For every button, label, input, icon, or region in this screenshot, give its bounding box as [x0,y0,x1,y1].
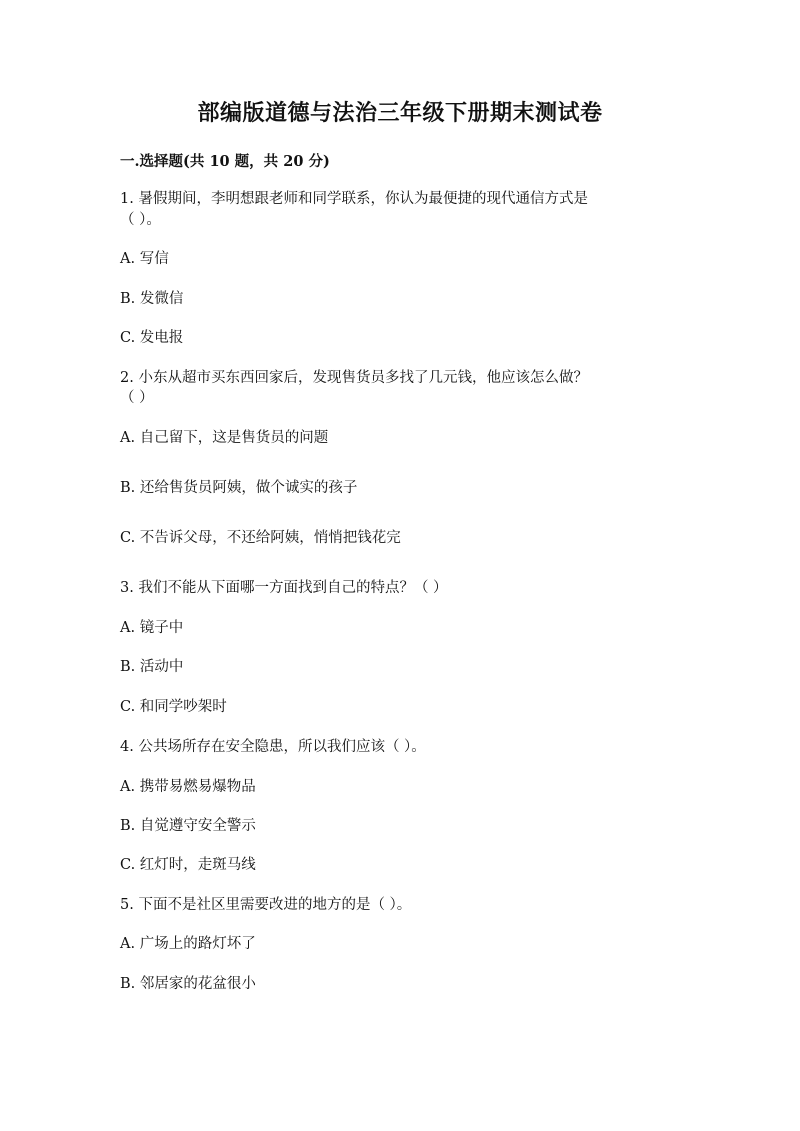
question-2-stem-line-1: 2. 小东从超市买东西回家后，发现售货员多找了几元钱，他应该怎么做？ [120,370,588,386]
question-1-option-a: A. 写信 [120,251,169,267]
question-5-option-b: B. 邻居家的花盆很小 [120,976,256,992]
question-5-option-a: A. 广场上的路灯坏了 [120,936,256,952]
question-1-option-c: C. 发电报 [120,330,184,346]
question-1-stem-line-2: （ ）。 [120,212,161,228]
question-3-stem: 3. 我们不能从下面哪一方面找到自己的特点？（ ） [120,580,448,596]
question-4-option-c: C. 红灯时，走斑马线 [120,857,256,873]
section-heading: 一.选择题(共 10 题，共 20 分) [120,153,330,170]
question-3-option-a: A. 镜子中 [120,620,184,636]
question-2-option-b: B. 还给售货员阿姨，做个诚实的孩子 [120,480,358,496]
question-4-option-a: A. 携带易燃易爆物品 [120,779,256,795]
question-4-stem: 4. 公共场所存在安全隐患，所以我们应该（ ）。 [120,739,426,755]
question-1-option-b: B. 发微信 [120,291,184,307]
exam-title: 部编版道德与法治三年级下册期末测试卷 [197,100,603,126]
question-3-option-b: B. 活动中 [120,659,184,675]
question-2-option-a: A. 自己留下，这是售货员的问题 [120,430,329,446]
question-1-stem-line-1: 1. 暑假期间，李明想跟老师和同学联系，你认为最便捷的现代通信方式是 [120,191,588,207]
question-4-option-b: B. 自觉遵守安全警示 [120,818,256,834]
question-2-stem-line-2: （ ） [120,390,154,406]
question-3-option-c: C. 和同学吵架时 [120,699,227,715]
question-5-stem: 5. 下面不是社区里需要改进的地方的是（ ）。 [120,897,412,913]
question-2-option-c: C. 不告诉父母，不还给阿姨，悄悄把钱花完 [120,530,401,546]
